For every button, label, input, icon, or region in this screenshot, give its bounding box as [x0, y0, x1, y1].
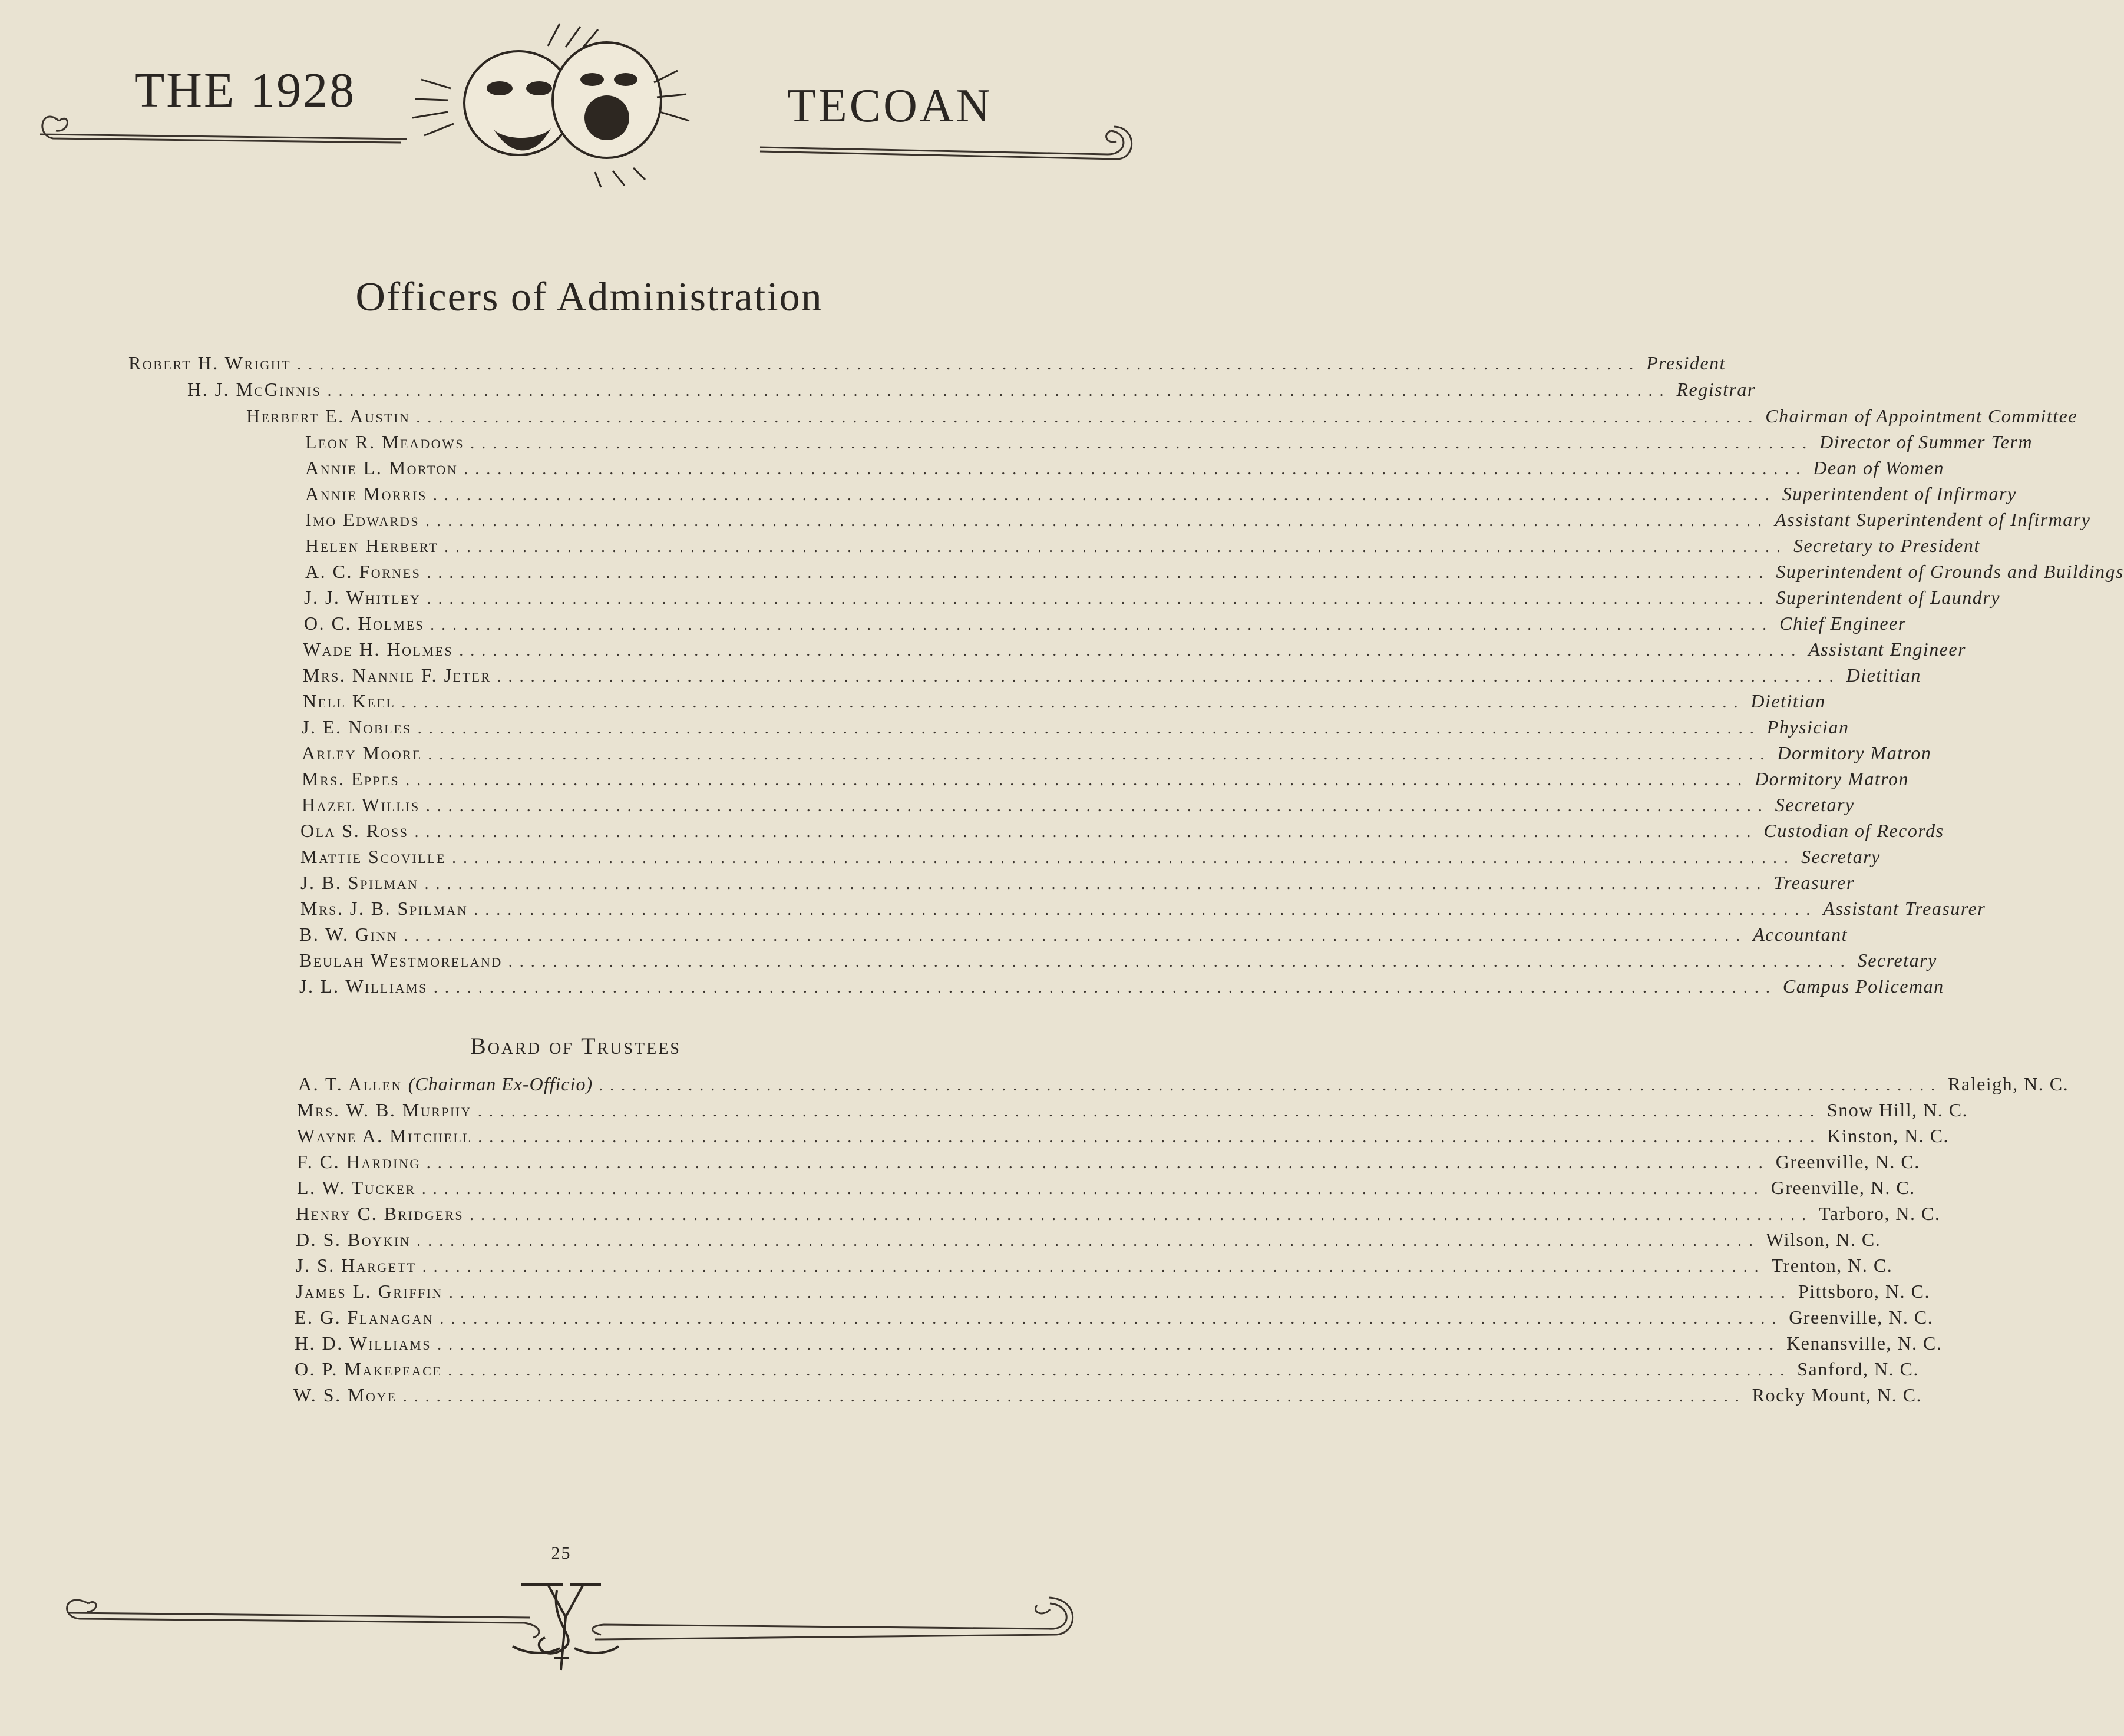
- trustee-name: W. S. Moye: [293, 1384, 397, 1406]
- trustee-row: [295, 1358, 1919, 1386]
- trustee-place: Wilson, N. C.: [1766, 1229, 1881, 1250]
- dot-leader: ........................................................................................................................: [297, 355, 1641, 373]
- dot-leader: ........................................................................................................................: [508, 953, 1852, 971]
- trustee-row: [295, 1332, 1943, 1360]
- dot-leader: ........................................................................................................................: [425, 797, 1769, 815]
- dot-leader: ........................................................................................................................: [427, 564, 1770, 582]
- officer-role: Accountant: [1753, 924, 1848, 945]
- trustee-place: Greenville, N. C.: [1775, 1151, 1920, 1172]
- officer-role: Dean of Women: [1813, 457, 1944, 478]
- dot-leader: ........................................................................................................................: [497, 667, 1841, 686]
- trustee-row: [293, 1384, 1922, 1411]
- dot-leader: ........................................................................................................................: [470, 1206, 1814, 1224]
- officer-row: [300, 872, 1855, 899]
- dot-leader: ........................................................................................................................: [599, 1076, 1943, 1094]
- officer-row: [300, 820, 1944, 847]
- officer-role: Dietitian: [1846, 664, 1921, 686]
- trustee-place: Tarboro, N. C.: [1819, 1203, 1941, 1224]
- officer-row: [187, 379, 1756, 406]
- dot-leader: ........................................................................................................................: [414, 823, 1758, 841]
- trustee-row: [296, 1255, 1893, 1282]
- trustee-row: [297, 1099, 1968, 1126]
- trustee-row: [298, 1073, 2069, 1100]
- trustee-row: [296, 1203, 1941, 1230]
- officer-name: O. C. Holmes: [304, 613, 425, 634]
- trustee-place: Sanford, N. C.: [1797, 1358, 1919, 1380]
- trustee-name: Mrs. W. B. Murphy: [297, 1099, 472, 1120]
- officer-row: [302, 794, 1855, 821]
- officer-name: Ola S. Ross: [300, 820, 409, 841]
- dot-leader: ........................................................................................................................: [417, 719, 1761, 738]
- officer-role: Superintendent of Grounds and Buildings: [1776, 561, 2124, 582]
- officer-row: [304, 587, 2001, 614]
- officer-name: Annie L. Morton: [305, 457, 458, 478]
- trustee-name: James L. Griffin: [296, 1281, 443, 1302]
- officer-row: [305, 535, 1980, 562]
- dot-leader: ........................................................................................................................: [421, 1180, 1765, 1198]
- dot-leader: ........................................................................................................................: [448, 1361, 1792, 1380]
- officer-row: [302, 742, 1932, 769]
- officer-name: Arley Moore: [302, 742, 422, 763]
- trustee-name: J. S. Hargett: [296, 1255, 417, 1276]
- officer-name: Helen Herbert: [305, 535, 438, 556]
- officer-name: Imo Edwards: [305, 509, 420, 530]
- dot-leader: ........................................................................................................................: [327, 382, 1671, 400]
- officer-role: Dietitian: [1750, 690, 1826, 712]
- officer-name: J. B. Spilman: [300, 872, 419, 893]
- officer-name: Mrs. Eppes: [302, 768, 400, 789]
- officer-row: [305, 431, 2033, 458]
- dot-leader: ........................................................................................................................: [433, 978, 1777, 997]
- officer-row: [305, 509, 2091, 536]
- officer-role: Assistant Superintendent of Infirmary: [1775, 509, 2091, 530]
- officer-name: A. C. Fornes: [305, 561, 421, 582]
- officer-role: Assistant Engineer: [1808, 639, 1967, 660]
- trustee-place: Trenton, N. C.: [1771, 1255, 1893, 1276]
- trustee-row: [296, 1229, 1881, 1256]
- trustee-row: [297, 1151, 1920, 1178]
- trustee-name: D. S. Boykin: [296, 1229, 411, 1250]
- trustee-row: [296, 1281, 1930, 1308]
- dot-leader: ........................................................................................................................: [437, 1335, 1781, 1354]
- officer-row: [303, 690, 1826, 717]
- officer-row: [302, 716, 1849, 743]
- officer-name: B. W. Ginn: [299, 924, 398, 945]
- trustee-row: [295, 1307, 1934, 1334]
- dot-leader: ........................................................................................................................: [428, 745, 1772, 763]
- trustee-row: [297, 1125, 1950, 1152]
- dot-leader: ........................................................................................................................: [470, 434, 1814, 452]
- officer-row: [304, 613, 1907, 640]
- officer-name: Mrs. Nannie F. Jeter: [303, 664, 491, 686]
- dot-leader: ........................................................................................................................: [430, 616, 1774, 634]
- page-title: Officers of Administration: [355, 275, 823, 320]
- header-yearbook-year: THE 1928: [134, 63, 356, 118]
- officer-row: [305, 457, 1944, 484]
- header-yearbook-name: TECOAN: [787, 80, 993, 132]
- officer-row: [305, 483, 2017, 510]
- trustee-name: H. D. Williams: [295, 1332, 432, 1354]
- officer-name: Mrs. J. B. Spilman: [300, 898, 468, 919]
- officer-name: J. J. Whitley: [304, 587, 421, 608]
- trustee-place: Greenville, N. C.: [1770, 1177, 1915, 1198]
- dot-leader: ........................................................................................................................: [478, 1128, 1822, 1146]
- officer-role: Chairman of Appointment Committee: [1765, 405, 2078, 426]
- officer-role: Campus Policeman: [1782, 976, 1944, 997]
- officer-name: Hazel Willis: [302, 794, 420, 815]
- dot-leader: ........................................................................................................................: [444, 538, 1788, 556]
- officer-role: Dormitory Matron: [1777, 742, 1932, 763]
- trustee-name: E. G. Flanagan: [295, 1307, 434, 1328]
- monogram-scroll-icon: [513, 1585, 619, 1670]
- officer-role: Superintendent of Laundry: [1776, 587, 2001, 608]
- officer-row: [300, 846, 1881, 873]
- officer-role: Secretary: [1857, 950, 1937, 971]
- officer-role: Physician: [1766, 716, 1849, 738]
- officer-row: [299, 976, 1944, 1003]
- dot-leader: ........................................................................................................................: [424, 875, 1768, 893]
- dot-leader: ........................................................................................................................: [432, 486, 1776, 504]
- officer-row: [299, 950, 1937, 977]
- dot-leader: ........................................................................................................................: [451, 849, 1795, 867]
- officer-name: Nell Keel: [303, 690, 396, 712]
- officer-row: [299, 924, 1848, 951]
- dot-leader: ........................................................................................................................: [405, 771, 1749, 789]
- dot-leader: ........................................................................................................................: [459, 642, 1803, 660]
- officer-role: Chief Engineer: [1779, 613, 1907, 634]
- officer-name: J. E. Nobles: [302, 716, 412, 738]
- dot-leader: ........................................................................................................................: [401, 693, 1745, 712]
- dot-leader: ........................................................................................................................: [477, 1102, 1821, 1120]
- trustee-place: Greenville, N. C.: [1789, 1307, 1934, 1328]
- page-number: 25: [551, 1543, 572, 1563]
- dot-leader: ........................................................................................................................: [426, 1154, 1770, 1172]
- officer-row: [302, 768, 1909, 795]
- dot-leader: ........................................................................................................................: [422, 1258, 1766, 1276]
- trustee-place: Kenansville, N. C.: [1786, 1332, 1943, 1354]
- dot-leader: ........................................................................................................................: [427, 590, 1770, 608]
- officer-role: Secretary: [1801, 846, 1881, 867]
- trustee-place: Raleigh, N. C.: [1948, 1073, 2069, 1094]
- officer-role: Assistant Treasurer: [1823, 898, 1986, 919]
- officer-row: [303, 664, 1921, 692]
- officer-role: President: [1646, 352, 1726, 373]
- officer-role: Secretary to President: [1793, 535, 1980, 556]
- officer-name: Mattie Scoville: [300, 846, 446, 867]
- dot-leader: ........................................................................................................................: [425, 512, 1769, 530]
- trustee-place: Snow Hill, N. C.: [1826, 1099, 1968, 1120]
- officer-row: [128, 352, 1726, 379]
- officer-row: [246, 405, 2078, 432]
- officer-role: Superintendent of Infirmary: [1782, 483, 2017, 504]
- dot-leader: ........................................................................................................................: [404, 927, 1748, 945]
- officer-row: [303, 639, 1967, 666]
- dot-leader: ........................................................................................................................: [416, 408, 1760, 426]
- trustee-name: Henry C. Bridgers: [296, 1203, 464, 1224]
- officer-name: Beulah Westmoreland: [299, 950, 503, 971]
- officer-name: Herbert E. Austin: [246, 405, 411, 426]
- dot-leader: ........................................................................................................................: [417, 1232, 1760, 1250]
- officer-role: Secretary: [1775, 794, 1855, 815]
- officer-role: Registrar: [1676, 379, 1756, 400]
- officer-role: Custodian of Records: [1763, 820, 1944, 841]
- officer-name: Wade H. Holmes: [303, 639, 454, 660]
- trustee-name: L. W. Tucker: [297, 1177, 416, 1198]
- officer-role: Dormitory Matron: [1755, 768, 1909, 789]
- dot-leader: ........................................................................................................................: [448, 1284, 1792, 1302]
- officer-name: H. J. McGinnis: [187, 379, 322, 400]
- comedy-tragedy-masks-icon: [412, 24, 689, 187]
- officer-name: Annie Morris: [305, 483, 427, 504]
- officer-name: Leon R. Meadows: [305, 431, 465, 452]
- officer-row: [305, 561, 2124, 588]
- trustee-name: Wayne A. Mitchell: [297, 1125, 473, 1146]
- trustee-name: A. T. Allen: [298, 1073, 402, 1094]
- officer-role: Treasurer: [1773, 872, 1855, 893]
- officer-row: [300, 898, 1986, 925]
- officer-role: Director of Summer Term: [1819, 431, 2033, 452]
- trustee-row: [297, 1177, 1915, 1204]
- dot-leader: ........................................................................................................................: [440, 1310, 1783, 1328]
- trustee-name: O. P. Makepeace: [295, 1358, 442, 1380]
- trustee-place: Pittsboro, N. C.: [1798, 1281, 1930, 1302]
- trustee-name: F. C. Harding: [297, 1151, 421, 1172]
- officer-name: J. L. Williams: [299, 976, 428, 997]
- trustee-place: Rocky Mount, N. C.: [1752, 1384, 1922, 1406]
- dot-leader: ........................................................................................................................: [474, 901, 1818, 919]
- officer-name: Robert H. Wright: [128, 352, 292, 373]
- board-heading: Board of Trustees: [470, 1033, 681, 1059]
- dot-leader: ........................................................................................................................: [464, 460, 1808, 478]
- trustee-place: Kinston, N. C.: [1827, 1125, 1950, 1146]
- trustee-note: (Chairman Ex-Officio): [408, 1073, 593, 1094]
- dot-leader: ........................................................................................................................: [402, 1387, 1746, 1406]
